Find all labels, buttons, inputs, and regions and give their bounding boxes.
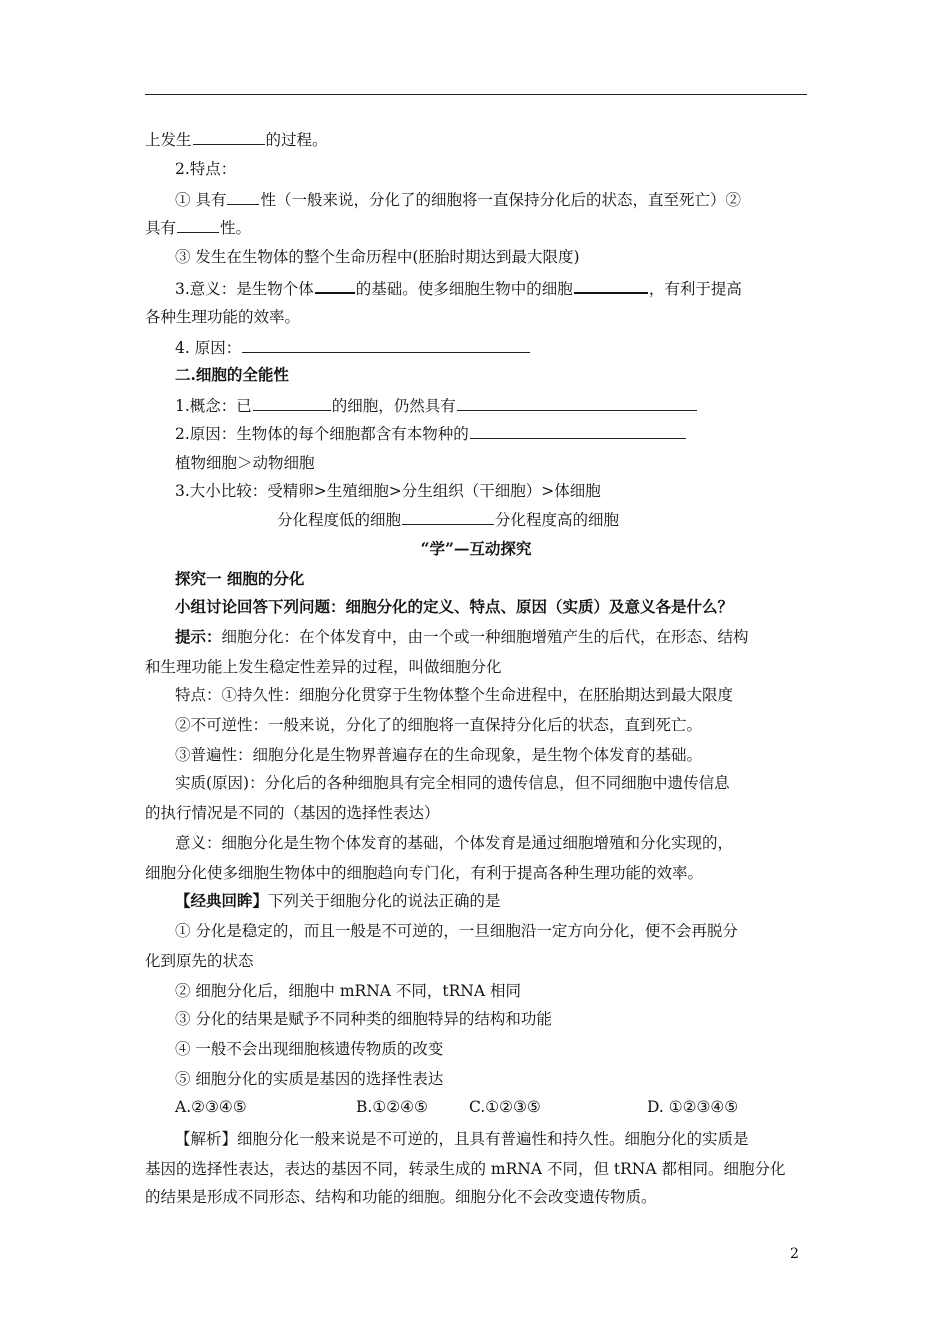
text-line: ③ 分化的结果是赋予不同种类的细胞特异的结构和功能 <box>175 1010 552 1028</box>
question-prompt: 小组讨论回答下列问题：细胞分化的定义、特点、原因（实质）及意义各是什么？ <box>175 597 734 616</box>
text-line <box>277 508 807 531</box>
option-d: D. ①②③④⑤ <box>647 1098 739 1116</box>
blank <box>315 276 355 294</box>
text: 2.原因：生物体的每个细胞都含有本物种的 <box>175 425 469 443</box>
text-line <box>175 188 807 211</box>
text: 1.概念：已 <box>175 397 252 415</box>
text-line: ⑤ 细胞分化的实质是基因的选择性表达 <box>175 1070 444 1088</box>
blank <box>227 188 259 205</box>
text: 分化程度低的细胞 <box>277 511 402 529</box>
text-line: 的结果是形成不同形态、结构和功能的细胞。细胞分化不会改变遗传物质。 <box>145 1188 657 1206</box>
text-line <box>175 336 807 359</box>
blank <box>402 508 494 525</box>
text-line: 和生理功能上发生稳定性差异的过程，叫做细胞分化 <box>145 658 502 676</box>
text: 的过程。 <box>265 131 328 149</box>
section-heading: 二.细胞的全能性 <box>175 365 289 384</box>
option-c: C.①②③⑤ <box>469 1098 541 1116</box>
text-line: 化到原先的状态 <box>145 952 254 970</box>
text-line: 3.大小比较：受精卵>生殖细胞>分生组织（干细胞）>体细胞 <box>175 482 601 500</box>
text: 性（一般来说，分化了的细胞将一直保持分化后的状态，直至死亡）② <box>260 191 741 209</box>
page-number: 2 <box>790 1246 799 1262</box>
hint-label: 提示： <box>175 627 222 646</box>
text-line <box>175 422 807 445</box>
text: 的细胞，仍然具有 <box>331 397 456 415</box>
blank <box>253 394 331 411</box>
text-line: 植物细胞＞动物细胞 <box>175 454 315 472</box>
text-line: 基因的选择性表达，表达的基因不同，转录生成的 mRNA 不同，但 tRNA 都相同。细胞分化 <box>145 1160 786 1178</box>
text-line: 的执行情况是不同的（基因的选择性表达） <box>145 804 440 822</box>
text: ① 具有 <box>175 191 227 209</box>
text-line: 意义：细胞分化是生物个体发育的基础，个体发育是通过细胞增殖和分化实现的， <box>175 834 734 852</box>
text-line <box>175 626 807 648</box>
text-line <box>145 216 807 239</box>
blank <box>177 216 219 233</box>
blank <box>457 394 697 411</box>
text: 上发生 <box>145 131 192 149</box>
blank <box>574 276 648 294</box>
text-line: ② 细胞分化后，细胞中 mRNA 不同，tRNA 相同 <box>175 982 521 1000</box>
text: 分化程度高的细胞 <box>495 511 620 529</box>
option-b: B.①②④⑤ <box>356 1098 428 1116</box>
section-title: “学”—互动探究 <box>420 539 532 558</box>
text: 下列关于细胞分化的说法正确的是 <box>268 892 501 910</box>
blank <box>470 422 686 439</box>
option-a: A.②③④⑤ <box>175 1098 247 1116</box>
text-line: 实质(原因)：分化后的各种细胞具有完全相同的遗传信息，但不同细胞中遗传信息 <box>175 774 730 792</box>
text-line: 细胞分化使多细胞生物体中的细胞趋向专门化，有利于提高各种生理功能的效率。 <box>145 864 704 882</box>
text-line: 特点：①持久性：细胞分化贯穿于生物体整个生命进程中，在胚胎期达到最大限度 <box>175 686 734 704</box>
text: 4. 原因： <box>175 339 242 357</box>
blank <box>193 128 265 145</box>
header-rule <box>145 94 807 95</box>
text-line: ① 分化是稳定的，而且一般是不可逆的，一旦细胞沿一定方向分化，便不会再脱分 <box>175 922 738 940</box>
text: 3.意义：是生物个体 <box>175 280 314 298</box>
text-line: ④ 一般不会出现细胞核遗传物质的改变 <box>175 1040 444 1058</box>
text: 具有 <box>145 219 177 237</box>
text: 性。 <box>220 219 252 237</box>
text-line: ③普遍性：细胞分化是生物界普遍存在的生命现象，是生物个体发育的基础。 <box>175 746 703 764</box>
text-line <box>175 890 807 912</box>
text: ，有利于提高 <box>648 280 742 298</box>
text-line: 各种生理功能的效率。 <box>145 308 301 326</box>
text-line: 【解析】细胞分化一般来说是不可逆的，且具有普遍性和持久性。细胞分化的实质是 <box>175 1130 749 1148</box>
subsection-heading: 探究一 细胞的分化 <box>175 569 305 588</box>
text: 的基础。使多细胞生物中的细胞 <box>355 280 573 298</box>
text-line <box>175 394 807 417</box>
blank <box>242 336 530 353</box>
text: 细胞分化：在个体发育中，由一个或一种细胞增殖产生的后代，在形态、结构 <box>221 628 749 646</box>
text-line: ②不可逆性：一般来说，分化了的细胞将一直保持分化后的状态，直到死亡。 <box>175 716 703 734</box>
text-line <box>145 128 807 151</box>
text-line <box>175 276 807 300</box>
text-line: 2.特点： <box>175 160 237 178</box>
text-line: ③ 发生在生物体的整个生命历程中(胚胎时期达到最大限度) <box>175 248 580 266</box>
example-label: 【经典回眸】 <box>175 891 269 910</box>
